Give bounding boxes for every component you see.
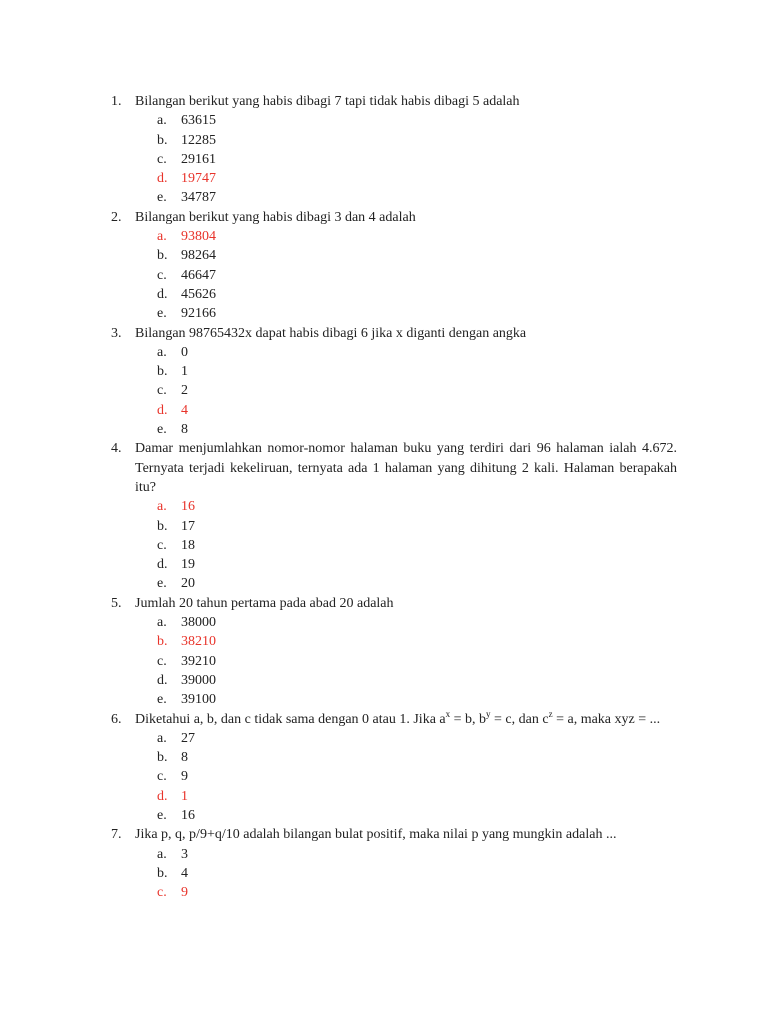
answer-option [0,304,768,323]
option-value: 8 [181,422,188,438]
option-letter: d. [157,402,168,418]
exponent: z [548,708,553,719]
answer-option [0,517,768,536]
option-value: 8 [181,750,188,766]
question-6 [0,710,768,826]
question-number: 1. [111,94,122,109]
question-text: Bilangan 98765432x dapat habis dibagi 6 jika x diganti dengan angka [135,325,527,341]
option-letter: d. [157,286,168,302]
question-text-part: Diketahui a, b, dan c tidak sama dengan 0 atau 1. Jika a [135,711,446,727]
question-4 [0,439,768,593]
option-value: 38000 [181,615,216,631]
question-text: Jika p, q, p/9+q/10 adalah bilangan bulat positif, maka nilai p yang mungkin adalah ... [135,827,617,843]
option-letter: b. [157,750,168,766]
answer-option [0,671,768,690]
exponent: y [486,708,491,719]
option-letter: c. [157,151,167,167]
answer-option [0,864,768,883]
option-letter: e. [157,807,167,823]
answer-option [0,188,768,207]
option-letter: b. [157,364,168,380]
option-letter: b. [157,132,168,148]
option-letter: a. [157,730,167,746]
option-value: 19747 [181,171,216,187]
option-value: 0 [181,344,188,360]
answer-option-correct [0,169,768,188]
answer-option-correct [0,883,768,902]
option-value: 92166 [181,306,216,322]
answer-option [0,285,768,304]
option-value: 16 [181,807,195,823]
option-value: 4 [181,402,188,418]
question-number: 2. [111,209,122,225]
answer-option [0,690,768,709]
option-value: 39000 [181,672,216,688]
question-2 [0,208,768,324]
option-value: 45626 [181,286,216,302]
answer-options [0,111,768,207]
option-value: 3 [181,846,188,862]
question-number: 5. [111,595,122,611]
question-text: Bilangan berikut yang habis dibagi 7 tapi tidak habis dibagi 5 adalah [135,94,520,109]
option-value: 98264 [181,248,216,264]
option-letter: c. [157,267,167,283]
question-text: Damar menjumlahkan nomor-nomor halaman buku yang terdiri dari 96 halaman ialah 4.672. Ternyata terjadi kekeliruan, ternyata ada 1 halaman yang dihitung 2 kali. Halaman berapakah itu? [135,441,677,495]
question-number: 3. [111,325,122,341]
answer-option [0,131,768,150]
option-value: 46647 [181,267,216,283]
answer-option [0,111,768,130]
option-value: 38210 [181,634,216,650]
answer-option [0,246,768,265]
answer-option-correct [0,497,768,516]
answer-option [0,845,768,864]
option-value: 1 [181,788,188,804]
option-value: 17 [181,518,195,534]
option-letter: e. [157,422,167,438]
question-1 [0,92,768,208]
answer-option [0,536,768,555]
question-list [0,92,768,902]
option-letter: b. [157,634,168,650]
option-letter: a. [157,846,167,862]
question-text-part: = b, b [450,711,487,727]
question-number: 7. [111,827,122,843]
answer-option [0,652,768,671]
question-text: Jumlah 20 tahun pertama pada abad 20 adalah [135,595,394,611]
answer-option-correct [0,787,768,806]
exponent: x [445,708,451,719]
answer-options [0,497,768,593]
answer-option [0,381,768,400]
answer-option [0,150,768,169]
option-value: 27 [181,730,195,746]
question-text: Bilangan berikut yang habis dibagi 3 dan 4 adalah [135,209,416,225]
option-letter: e. [157,576,167,592]
question-text [135,710,677,729]
answer-option-correct [0,227,768,246]
option-value: 19 [181,557,195,573]
answer-option [0,362,768,381]
option-value: 93804 [181,229,216,245]
option-value: 12285 [181,132,216,148]
answer-option [0,806,768,825]
option-value: 1 [181,364,188,380]
option-letter: c. [157,537,167,553]
answer-options [0,729,768,825]
option-letter: b. [157,865,168,881]
option-letter: c. [157,383,167,399]
option-letter: a. [157,499,167,515]
question-5 [0,594,768,710]
answer-option [0,343,768,362]
option-value: 63615 [181,113,216,129]
answer-options [0,613,768,709]
option-value: 39210 [181,653,216,669]
option-letter: a. [157,344,167,360]
answer-option [0,555,768,574]
option-value: 16 [181,499,195,515]
question-number: 6. [111,711,122,727]
option-value: 39100 [181,692,216,708]
option-letter: b. [157,518,168,534]
question-text-part: = a, maka xyz = ... [552,711,661,727]
answer-option [0,767,768,786]
option-letter: c. [157,653,167,669]
option-letter: a. [157,615,167,631]
option-letter: c. [157,769,167,785]
option-value: 2 [181,383,188,399]
answer-option [0,420,768,439]
option-letter: d. [157,171,168,187]
answer-options [0,845,768,903]
answer-option [0,574,768,593]
question-3 [0,324,768,440]
answer-option [0,266,768,285]
option-value: 9 [181,885,188,901]
question-number: 4. [111,441,122,457]
answer-option-correct [0,401,768,420]
option-value: 20 [181,576,195,592]
option-letter: c. [157,885,167,901]
answer-options [0,343,768,439]
answer-option [0,729,768,748]
option-letter: e. [157,190,167,206]
answer-option-correct [0,632,768,651]
option-letter: b. [157,248,168,264]
option-letter: d. [157,557,168,573]
option-letter: d. [157,788,168,804]
question-text-part: = c, dan c [490,711,549,727]
option-letter: a. [157,113,167,129]
option-value: 18 [181,537,195,553]
answer-option [0,748,768,767]
option-letter: e. [157,692,167,708]
answer-options [0,227,768,323]
option-value: 9 [181,769,188,785]
option-value: 34787 [181,190,216,206]
question-7 [0,825,768,902]
option-value: 4 [181,865,188,881]
option-letter: e. [157,306,167,322]
answer-option [0,613,768,632]
option-letter: a. [157,229,167,245]
option-letter: d. [157,672,168,688]
option-value: 29161 [181,151,216,167]
